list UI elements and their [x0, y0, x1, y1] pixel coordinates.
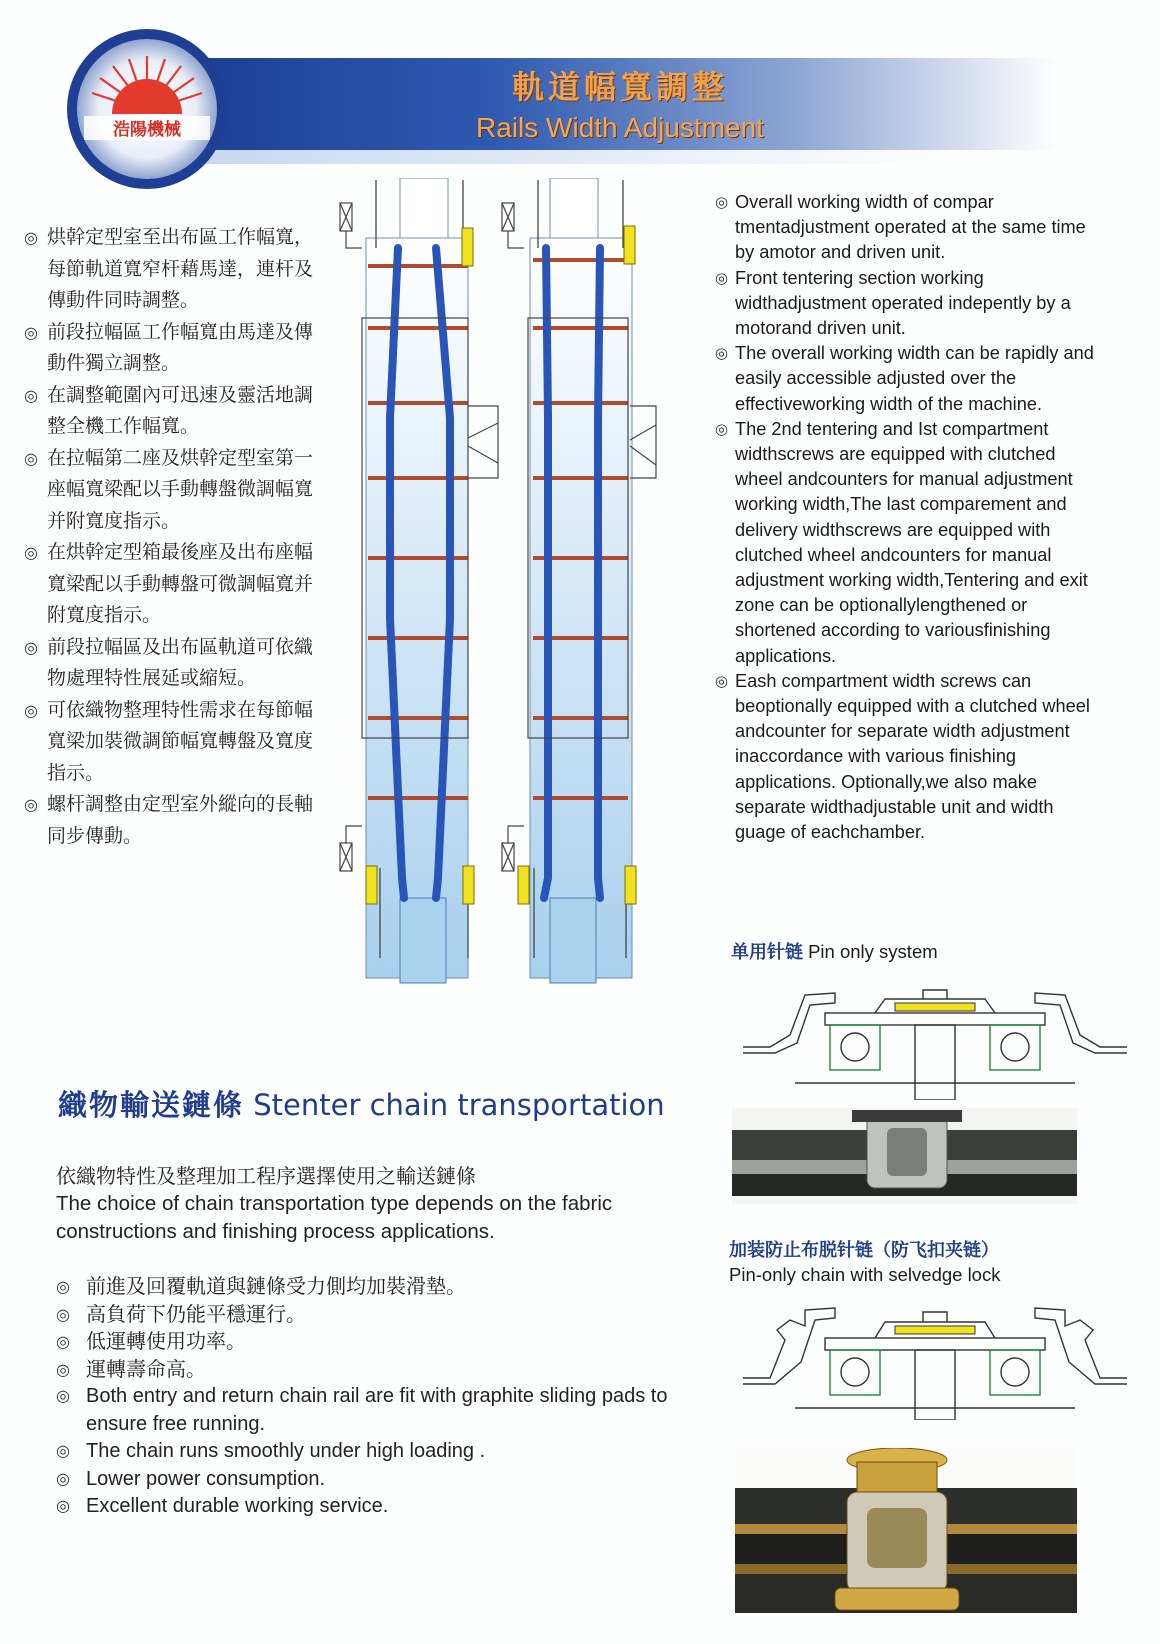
- bullet-icon: ◎: [24, 700, 38, 720]
- page-title-en: Rails Width Adjustment: [476, 112, 764, 143]
- bullet-icon: ◎: [56, 1388, 70, 1405]
- list-item: ◎ 在烘幹定型箱最後座及出布座幅寬梁配以手動轉盤可微調幅寬并附寬度指示。: [24, 537, 324, 632]
- list-item: ◎ The overall working width can be rapidly and easily accessible adjusted over the effectiveworking width of the machine.: [715, 341, 1095, 417]
- selvedge-lock-chain-photo: [735, 1448, 1077, 1613]
- bullet-icon: ◎: [56, 1498, 70, 1515]
- bullet-icon: ◎: [715, 194, 729, 211]
- list-item: ◎ 螺杆調整由定型室外縱向的長軸同步傳動。: [24, 789, 324, 852]
- list-item: ◎ Eash compartment width screws can beoptionally equipped with a clutched wheel andcounter for separate width adjustment inaccordance with various finishing applications. Optionally,we also make separate widthadjustable unit and width guage of eachchamber.: [715, 669, 1095, 845]
- bullet-icon: ◎: [56, 1277, 70, 1296]
- list-item: ◎ 運轉壽命高。: [56, 1356, 696, 1384]
- list-item: ◎ Both entry and return chain rail are fit with graphite sliding pads to ensure free running.: [56, 1383, 696, 1438]
- bullet-icon: ◎: [56, 1359, 70, 1379]
- bullet-icon: ◎: [715, 672, 729, 690]
- right-chain-rail-inner: [598, 248, 600, 898]
- page-title-cn: 軌道幅寬調整: [511, 68, 728, 106]
- list-item: ◎ 前段拉幅區及出布區軌道可依織物處理特性展延或縮短。: [24, 632, 324, 695]
- list-item: ◎ Overall working width of compar tmentadjustment operated at the same time by amotor and driven unit.: [715, 190, 1095, 266]
- bullet-icon: ◎: [24, 448, 38, 468]
- chain-type-1-caption: 单用针链 Pin only system: [731, 941, 938, 963]
- pin-chain-schematic: [735, 985, 1135, 1100]
- section-title: 織物輸送鏈條 Stenter chain transportation: [58, 1088, 665, 1122]
- list-item: ◎ Excellent durable working service.: [56, 1493, 696, 1521]
- bullet-icon: ◎: [715, 269, 729, 287]
- list-item: ◎ Lower power consumption.: [56, 1466, 696, 1494]
- bullet-icon: ◎: [24, 322, 38, 342]
- list-item: ◎ 在調整範圍內可迅速及靈活地調整全機工作幅寬。: [24, 380, 324, 443]
- bullet-icon: ◎: [24, 795, 38, 814]
- bullet-icon: ◎: [715, 345, 729, 363]
- bullet-icon: ◎: [56, 1304, 70, 1324]
- pin-chain-photo: [732, 1108, 1077, 1204]
- bullet-icon: ◎: [24, 385, 38, 405]
- list-item: ◎ 低運轉使用功率。: [56, 1328, 696, 1356]
- bullet-icon: ◎: [715, 420, 729, 438]
- bullet-icon: ◎: [56, 1470, 70, 1488]
- list-item: ◎ 在拉幅第二座及烘幹定型室第一座幅寬梁配以手動轉盤微調幅寬并附寬度指示。: [24, 443, 324, 538]
- section-subtitle-en: The choice of chain transportation type depends on the fabric constructions and finishing process applications.: [56, 1192, 613, 1243]
- right-chain-rail-outer: [544, 248, 548, 898]
- list-item: ◎ 烘幹定型室至出布區工作幅寬，每節軌道寬窄杆藉馬達，連杆及傳動件同時調整。: [24, 222, 324, 317]
- bullet-icon: ◎: [56, 1443, 70, 1460]
- chain-type-2-caption-cn: 加装防止布脱针链（防飞扣夹链）: [729, 1240, 999, 1261]
- feature-list-cn: [24, 222, 324, 852]
- bullet-icon: ◎: [24, 543, 38, 562]
- logo-text: 浩陽機械: [113, 120, 181, 140]
- section-subtitle-cn: 依織物特性及整理加工程序選擇使用之輸送鏈條: [56, 1164, 476, 1188]
- list-item: ◎ Front tentering section working widthadjustment operated indepently by a motorand driven unit.: [715, 266, 1095, 342]
- chain-type-2-caption-en: Pin-only chain with selvedge lock: [729, 1264, 1001, 1285]
- bullet-icon: ◎: [24, 228, 38, 247]
- list-item: ◎ 前段拉幅區工作幅寬由馬達及傳動件獨立調整。: [24, 317, 324, 380]
- list-item: ◎ 可依織物整理特性需求在每節幅寬梁加裝微調節幅寬轉盤及寬度指示。: [24, 695, 324, 790]
- list-item: ◎ The chain runs smoothly under high loading .: [56, 1438, 696, 1466]
- bullet-icon: ◎: [24, 637, 38, 657]
- list-item: ◎ 前進及回覆軌道與鏈條受力側均加裝滑墊。: [56, 1273, 696, 1301]
- chain-feature-list: [56, 1273, 696, 1521]
- selvedge-lock-chain-schematic: [735, 1300, 1135, 1420]
- rails-width-diagram: [338, 178, 688, 1018]
- list-item: ◎ The 2nd tentering and Ist compartment widthscrews are equipped with clutched wheel andcounters for manual adjustment working width,The last comparement and delivery widthscrews are equipped with clutched wheel andcounters for manual adjustment working width,Tentering and exit zone can be optionallylengthened or shortened according to variousfinishing applications.: [715, 417, 1095, 669]
- company-logo: [64, 26, 230, 192]
- list-item: ◎ 高負荷下仍能平穩運行。: [56, 1301, 696, 1329]
- bullet-icon: ◎: [56, 1332, 70, 1351]
- header-banner-fade: [190, 150, 970, 164]
- feature-list-en: [715, 190, 1095, 845]
